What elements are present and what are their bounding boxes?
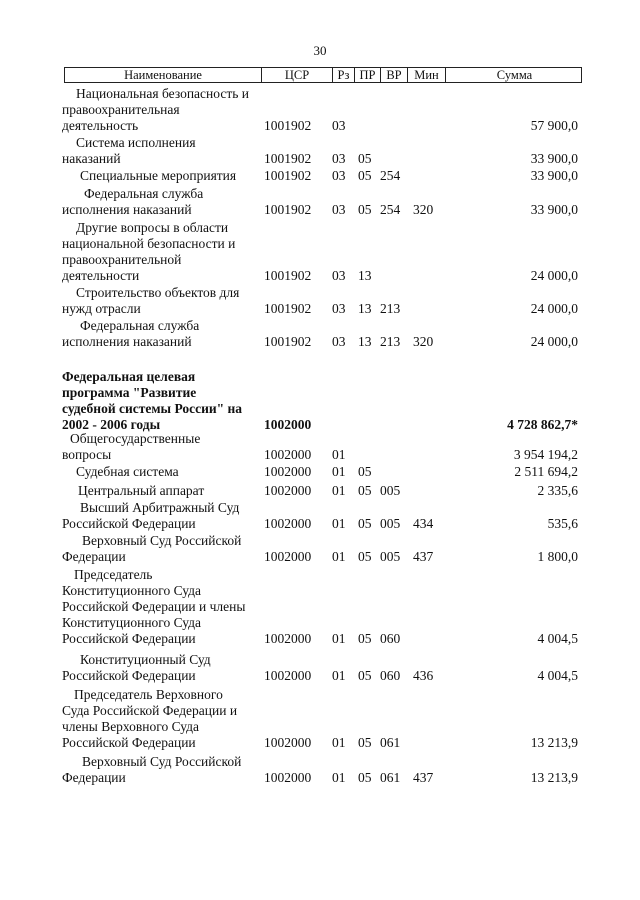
row-csr: 1001902	[264, 168, 312, 183]
row-rz: 01	[332, 483, 346, 498]
row-min: 434	[413, 516, 434, 531]
row-name-line: Строительство объектов для	[76, 285, 240, 300]
row-min: 436	[413, 668, 434, 683]
row-name-line: Российской Федерации	[62, 668, 196, 683]
row-rz: 03	[332, 301, 346, 316]
row-name-line: Федеральная служба	[80, 318, 200, 333]
row-pr: 05	[358, 464, 372, 479]
row-name-line: Российской Федерации	[62, 735, 196, 750]
row-pr: 05	[358, 202, 372, 217]
row-name-line: исполнения наказаний	[62, 334, 192, 349]
row-name-line: нужд отрасли	[62, 301, 141, 316]
row-name	[62, 220, 262, 284]
row-rz: 01	[332, 631, 346, 646]
row-csr: 1002000	[264, 417, 312, 432]
header-min: Мин	[408, 68, 446, 83]
row-name-line: Конституционного Суда	[62, 615, 202, 630]
row-name	[62, 168, 262, 184]
row-csr: 1002000	[264, 447, 312, 462]
row-name-line: судебной системы России" на	[62, 401, 243, 416]
row-rz: 01	[332, 516, 346, 531]
row-name-line: Суда Российской Федерации и	[62, 703, 238, 718]
table-header	[64, 67, 582, 83]
row-name	[62, 318, 262, 350]
row-sum: 33 900,0	[530, 168, 578, 183]
row-rz: 03	[332, 334, 346, 349]
row-name-line: правоохранительной	[62, 252, 182, 267]
row-vr: 005	[380, 483, 401, 498]
row-rz: 01	[332, 464, 346, 479]
row-pr: 13	[358, 301, 372, 316]
row-sum: 24 000,0	[530, 334, 578, 349]
row-rz: 03	[332, 151, 346, 166]
row-pr: 05	[358, 168, 372, 183]
row-name-line: Федеральная целевая	[62, 369, 196, 384]
row-name	[62, 86, 262, 134]
row-pr: 05	[358, 735, 372, 750]
row-name-line: вопросы	[62, 447, 112, 462]
row-csr: 1001902	[264, 268, 312, 283]
row-rz: 03	[332, 168, 346, 183]
row-vr: 213	[380, 334, 401, 349]
row-csr: 1002000	[264, 516, 312, 531]
row-name	[62, 500, 262, 532]
header-rz: Рз	[333, 68, 355, 83]
row-sum: 24 000,0	[530, 268, 578, 283]
row-name-line: Федерации	[62, 549, 126, 564]
header-pr: ПР	[355, 68, 381, 83]
row-csr: 1001902	[264, 151, 312, 166]
row-name	[62, 567, 262, 647]
row-pr: 05	[358, 668, 372, 683]
row-pr: 05	[358, 631, 372, 646]
row-sum: 4 004,5	[537, 631, 578, 646]
row-sum: 4 004,5	[537, 668, 578, 683]
row-min: 437	[413, 770, 434, 785]
row-csr: 1002000	[264, 631, 312, 646]
row-vr: 005	[380, 516, 401, 531]
header-name: Наименование	[65, 68, 262, 83]
row-name-line: Российской Федерации	[62, 516, 196, 531]
row-name-line: Федерации	[62, 770, 126, 785]
row-sum: 13 213,9	[530, 770, 578, 785]
row-vr: 254	[380, 202, 401, 217]
row-name	[62, 285, 262, 317]
row-csr: 1002000	[264, 668, 312, 683]
row-name	[62, 652, 262, 684]
header-vr: ВР	[381, 68, 408, 83]
row-rz: 01	[332, 735, 346, 750]
row-name-line: Конституционного Суда	[62, 583, 202, 598]
row-vr: 060	[380, 631, 401, 646]
row-vr: 213	[380, 301, 401, 316]
row-name-line: исполнения наказаний	[62, 202, 192, 217]
row-name	[62, 369, 262, 433]
row-sum: 57 900,0	[530, 118, 578, 133]
row-csr: 1001902	[264, 118, 312, 133]
row-name	[62, 687, 262, 751]
row-csr: 1002000	[264, 735, 312, 750]
row-csr: 1001902	[264, 301, 312, 316]
row-sum: 33 900,0	[530, 202, 578, 217]
row-sum: 2 335,6	[537, 483, 578, 498]
row-name-line: Система исполнения	[76, 135, 196, 150]
row-name-line: Верховный Суд Российской	[82, 754, 242, 769]
row-sum: 33 900,0	[530, 151, 578, 166]
row-vr: 060	[380, 668, 401, 683]
row-name-line: программа "Развитие	[62, 385, 197, 400]
row-name-line: Председатель Верховного	[74, 687, 223, 702]
row-name-line: Российской Федерации и члены	[62, 599, 246, 614]
row-csr: 1002000	[264, 483, 312, 498]
row-rz: 03	[332, 118, 346, 133]
row-vr: 061	[380, 735, 401, 750]
row-csr: 1002000	[264, 549, 312, 564]
row-pr: 13	[358, 334, 372, 349]
row-name	[62, 135, 262, 167]
row-pr: 05	[358, 516, 372, 531]
row-name-line: деятельности	[62, 268, 140, 283]
row-name-line: Другие вопросы в области	[76, 220, 229, 235]
row-rz: 03	[332, 268, 346, 283]
row-rz: 01	[332, 549, 346, 564]
row-csr: 1002000	[264, 770, 312, 785]
row-name	[62, 754, 262, 786]
row-min: 320	[413, 202, 434, 217]
row-name-line: Председатель	[74, 567, 153, 582]
row-name-line: члены Верховного Суда	[62, 719, 200, 734]
row-vr: 254	[380, 168, 401, 183]
row-pr: 05	[358, 151, 372, 166]
row-name-line: Судебная система	[76, 464, 179, 479]
row-sum: 2 511 694,2	[514, 464, 578, 479]
row-csr: 1001902	[264, 334, 312, 349]
row-vr: 005	[380, 549, 401, 564]
row-vr: 061	[380, 770, 401, 785]
row-sum: 24 000,0	[530, 301, 578, 316]
header-csr: ЦСР	[262, 68, 333, 83]
row-rz: 01	[332, 447, 346, 462]
row-name-line: Общегосударственные	[70, 431, 201, 446]
row-name-line: правоохранительная	[62, 102, 180, 117]
row-sum: 3 954 194,2	[513, 447, 578, 462]
row-name	[62, 533, 262, 565]
row-rz: 03	[332, 202, 346, 217]
row-name-line: Специальные мероприятия	[80, 168, 237, 183]
row-pr: 05	[358, 549, 372, 564]
header-sum: Сумма	[496, 68, 533, 82]
row-name-line: Центральный аппарат	[78, 483, 205, 498]
row-pr: 05	[358, 483, 372, 498]
row-rz: 01	[332, 668, 346, 683]
row-name-line: Высший Арбитражный Суд	[80, 500, 240, 515]
row-name-line: деятельность	[62, 118, 139, 133]
row-name	[62, 464, 262, 480]
row-name-line: 2002 - 2006 годы	[62, 417, 161, 432]
row-name-line: Федеральная служба	[84, 186, 204, 201]
row-name	[62, 186, 262, 218]
row-name-line: Российской Федерации	[62, 631, 196, 646]
row-sum: 535,6	[547, 516, 578, 531]
row-min: 437	[413, 549, 434, 564]
row-name-line: наказаний	[62, 151, 121, 166]
row-sum: 4 728 862,7*	[507, 417, 578, 432]
row-sum: 1 800,0	[537, 549, 578, 564]
row-min: 320	[413, 334, 434, 349]
row-pr: 05	[358, 770, 372, 785]
row-name-line: национальной безопасности и	[62, 236, 236, 251]
row-rz: 01	[332, 770, 346, 785]
row-pr: 13	[358, 268, 372, 283]
row-name-line: Конституционный Суд	[80, 652, 211, 667]
row-name-line: Национальная безопасность и	[76, 86, 249, 101]
row-csr: 1002000	[264, 464, 312, 479]
row-csr: 1001902	[264, 202, 312, 217]
row-name	[62, 431, 262, 463]
row-name-line: Верховный Суд Российской	[82, 533, 242, 548]
row-sum: 13 213,9	[530, 735, 578, 750]
row-name	[62, 483, 262, 499]
page-number: 30	[313, 43, 327, 58]
